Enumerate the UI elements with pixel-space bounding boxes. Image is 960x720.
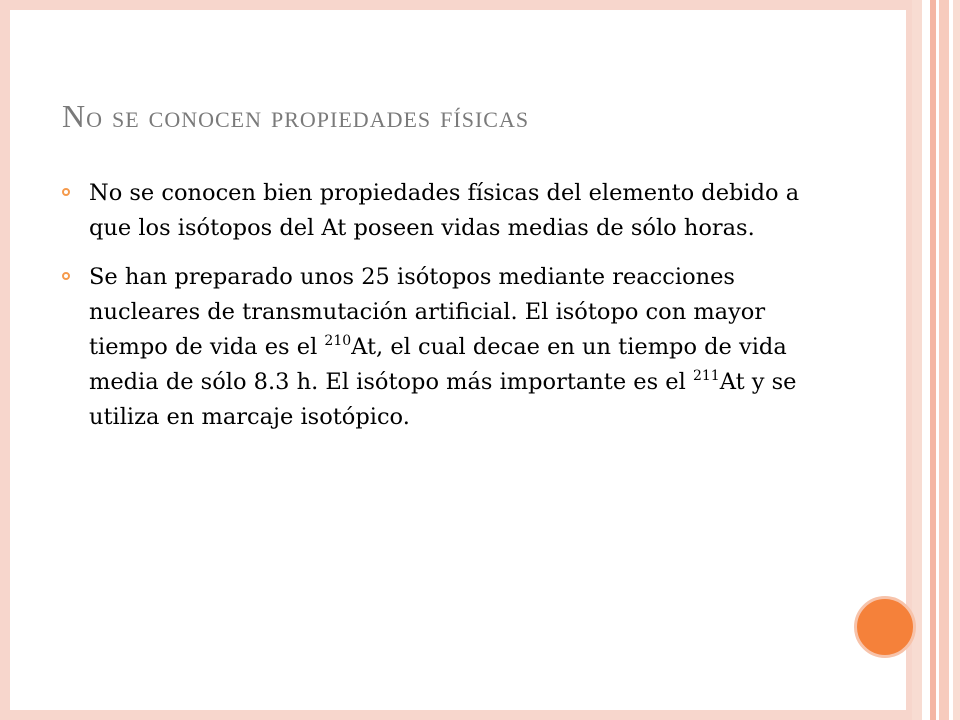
isotope-mass-number: 210 bbox=[324, 333, 352, 349]
stripe bbox=[939, 0, 949, 720]
decorative-stripes bbox=[912, 0, 960, 720]
bullet-item bbox=[62, 260, 832, 435]
bullet-text: No se conocen bien propiedades físicas del elemento debido a que los isótopos del At poseen vidas medias de sólo horas. bbox=[89, 180, 800, 241]
stripe bbox=[912, 0, 922, 720]
stripe bbox=[922, 0, 930, 720]
bullet-text-part: At y se utiliza en marcaje isotópico. bbox=[89, 369, 797, 430]
bullet-item bbox=[62, 176, 832, 246]
bullet-marker-icon bbox=[62, 272, 70, 280]
bullet-text-part: At, el cual decae en un tiempo de vida media de sólo 8.3 h. El isótopo más importante es el bbox=[89, 334, 787, 395]
bullet-marker-icon bbox=[62, 188, 70, 196]
isotope-mass-number: 211 bbox=[692, 368, 720, 384]
slide-title: No se conocen propiedades físicas bbox=[62, 98, 530, 134]
bullet-list bbox=[62, 176, 832, 449]
accent-circle bbox=[854, 596, 916, 658]
bullet-text-part: Se han preparado unos 25 isótopos mediante reacciones nucleares de transmutación artificial. El isótopo con mayor tiempo de vida es el bbox=[89, 264, 766, 360]
stripe bbox=[953, 0, 960, 720]
